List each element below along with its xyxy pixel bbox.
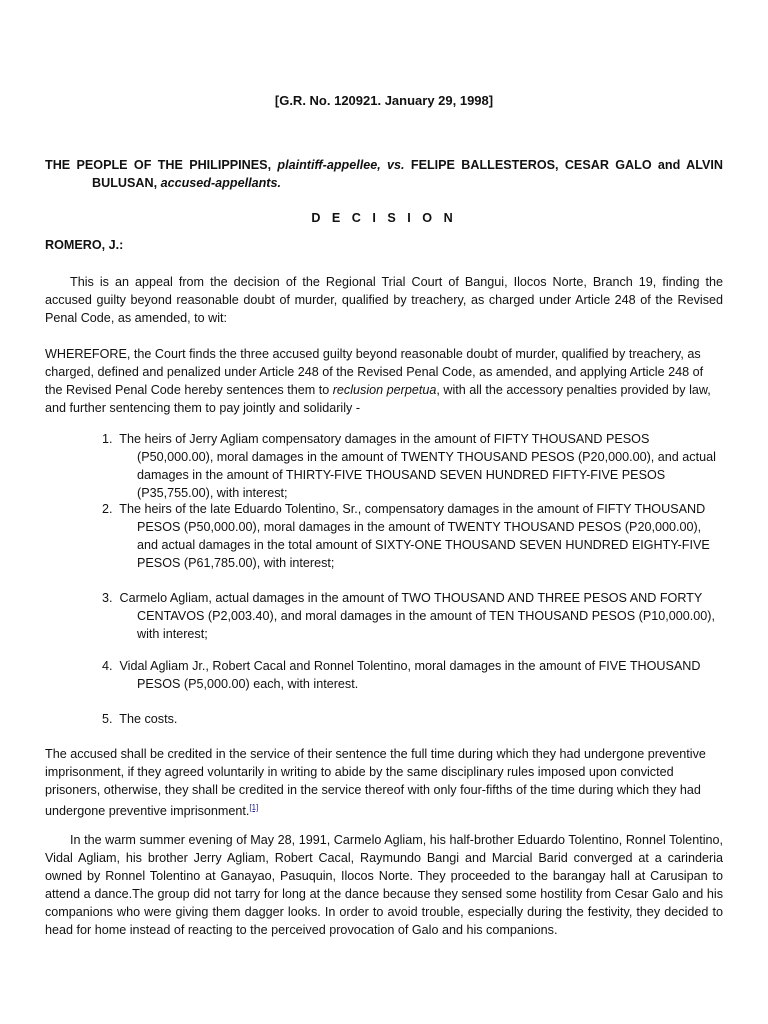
case-reference: [G.R. No. 120921. January 29, 1998]: [274, 93, 494, 108]
dispositive-quote: [45, 345, 723, 417]
facts-paragraph: In the warm summer evening of May 28, 1991, Carmelo Agliam, his half-brother Eduardo Tolentino, Ronnel Tolentino, Vidal Agliam, his brother Jerry Agliam, Robert Cacal, Raymundo Bangi and Marcial Barid converged at a carinderia owned by Ronnel Tolentino at Ganayao, Pasuquin, Ilocos Norte. They proceeded to the barangay hall at Carusipan to attend a dance.The group did not tarry for long at the dance because they sensed some hostility from Cesar Galo and his companions who were giving them dagger looks. In order to avoid trouble, especially during the festivity, they decided to head for home instead of reacting to the perceived provocation of Galo and his companions.: [45, 833, 723, 937]
case-parties: [45, 156, 723, 192]
list-item: [102, 430, 722, 502]
list-item-number: 1.: [102, 432, 113, 446]
versus-label: vs.: [387, 158, 405, 172]
footnote-link[interactable]: [1]: [249, 803, 259, 812]
plaintiff-role: plaintiff-appellee,: [277, 158, 381, 172]
ponente: ROMERO, J.:: [45, 238, 124, 252]
penalty-term: reclusion perpetua: [332, 383, 437, 397]
list-item-number: 2.: [102, 502, 113, 516]
list-item-text: The heirs of the late Eduardo Tolentino, Sr., compensatory damages in the amount of FIFTY THOUSAND PESOS (P50,000.00), moral damages in the amount of TWENTY THOUSAND PESOS (P20,000.00), and actual damages in the total amount of SIXTY-ONE THOUSAND SEVEN HUNDRED EIGHTY-FIVE PESOS (P61,785.00), with interest;: [119, 502, 710, 570]
plaintiff-name: THE PEOPLE OF THE PHILIPPINES,: [45, 158, 272, 172]
credit-paragraph: [45, 745, 723, 820]
accused-names: FELIPE BALLESTEROS, CESAR GALO and ALVIN: [410, 158, 723, 172]
list-item: [102, 589, 722, 643]
list-item-text: Vidal Agliam Jr., Robert Cacal and Ronnel Tolentino, moral damages in the amount of FIVE THOUSAND PESOS (P5,000.00) each, with interest.: [119, 659, 701, 691]
list-item-text: The heirs of Jerry Agliam compensatory damages in the amount of FIFTY THOUSAND PESOS (P50,000.00), moral damages in the amount of TWENTY THOUSAND PESOS (P20,000.00), and actual damages in the amount of THIRTY-FIVE THOUSAND SEVEN HUNDRED FIFTY-FIVE PESOS (P35,755.00), with interest;: [119, 432, 716, 500]
list-item-number: 4.: [102, 659, 113, 673]
quote-text-before: WHEREFORE, the Court finds the three accused guilty beyond reasonable doubt of murder, qualified by treachery, as charged, defined and penalized under Article 248 of the Revised Penal Code, as amended, and applying Article 248 of the Revised Penal Code hereby sentences them to: [45, 347, 704, 397]
list-item-text: The costs.: [119, 712, 178, 726]
list-item: [102, 500, 722, 572]
intro-paragraph: This is an appeal from the decision of the Regional Trial Court of Bangui, Ilocos Norte, Branch 19, finding the accused guilty beyond reasonable doubt of murder, qualified by treachery, as charged under Article 248 of the Revised Penal Code, as amended, to wit:: [45, 275, 723, 325]
accused-names-cont: BULUSAN,: [92, 176, 158, 190]
list-item-text: Carmelo Agliam, actual damages in the amount of TWO THOUSAND AND THREE PESOS AND FORTY CENTAVOS (P2,003.40), and moral damages in the amount of TEN THOUSAND PESOS (P10,000.00), with interest;: [119, 591, 715, 641]
accused-line-2: [45, 174, 723, 192]
list-item: [102, 657, 722, 693]
credit-text: The accused shall be credited in the service of their sentence the full time during which they had undergone preventive imprisonment, if they agreed voluntarily in writing to abide by the same disciplinary rules imposed upon convicted prisoners, otherwise, they shall be credited in the service thereof with only four-fifths of the time during which they had undergone preventive imprisonment.: [45, 747, 706, 819]
list-item-number: 5.: [102, 712, 113, 726]
decision-heading: D E C I S I O N: [311, 211, 457, 225]
list-item-number: 3.: [102, 591, 113, 605]
list-item: [102, 710, 722, 728]
accused-role: accused-appellants.: [160, 176, 281, 190]
quote-text-after: , with all the accessory penalties provided by law, and further sentencing them to pay jointly and solidarily -: [45, 383, 711, 415]
